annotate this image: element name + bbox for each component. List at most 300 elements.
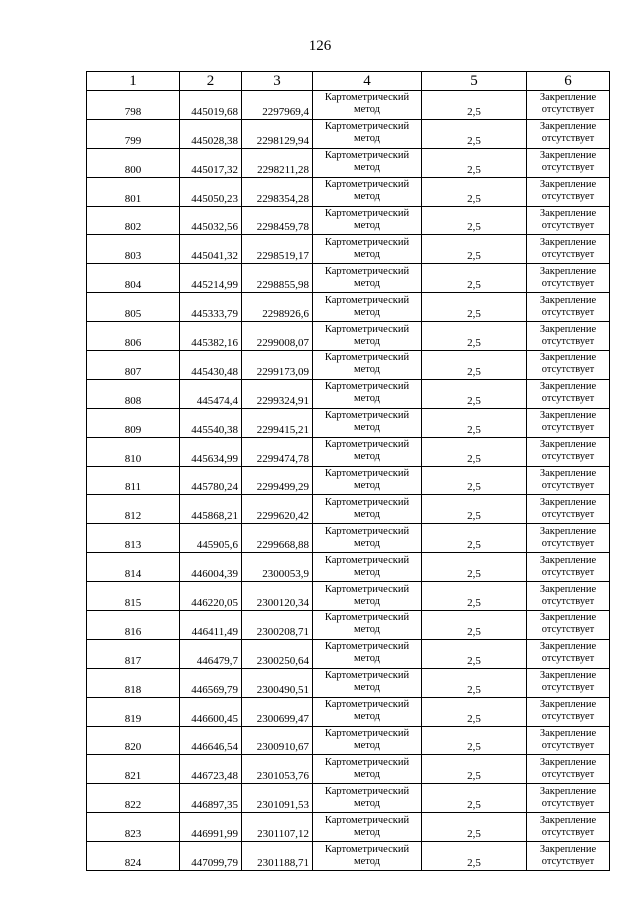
accuracy-cell: 2,5: [422, 524, 527, 553]
table-row: [87, 379, 610, 408]
method-cell: [313, 466, 422, 495]
table-row: [87, 784, 610, 813]
method-cell-line-1: Картометрический: [324, 179, 410, 191]
y-coordinate-cell: 2300910,67: [242, 726, 313, 755]
method-cell: [313, 322, 422, 351]
method-cell-line-2: метод: [353, 624, 381, 636]
fixing-cell: [527, 177, 610, 206]
x-coordinate-cell: 445474,4: [180, 379, 242, 408]
method-cell: [313, 408, 422, 437]
x-coordinate-cell: 446646,54: [180, 726, 242, 755]
accuracy-cell: 2,5: [422, 553, 527, 582]
y-coordinate-cell: 2299008,07: [242, 322, 313, 351]
fixing-cell-line-1: Закрепление: [539, 756, 597, 768]
fixing-cell-line-2: отсутствует: [541, 480, 595, 492]
fixing-cell-line-1: Закрепление: [539, 525, 597, 537]
fixing-cell-line-2: отсутствует: [541, 624, 595, 636]
accuracy-cell: 2,5: [422, 264, 527, 293]
y-coordinate-cell: 2301107,12: [242, 813, 313, 842]
point-number-cell: 798: [87, 91, 180, 120]
fixing-cell: [527, 235, 610, 264]
fixing-cell-line-2: отсутствует: [541, 653, 595, 665]
accuracy-cell: 2,5: [422, 668, 527, 697]
accuracy-cell: 2,5: [422, 842, 527, 871]
fixing-cell: [527, 611, 610, 640]
point-number-cell: 813: [87, 524, 180, 553]
y-coordinate-cell: 2301091,53: [242, 784, 313, 813]
header-col-4: 4: [313, 72, 422, 91]
method-cell-line-1: Картометрический: [324, 121, 410, 133]
x-coordinate-cell: 445028,38: [180, 119, 242, 148]
table-row: [87, 842, 610, 871]
method-cell-line-2: метод: [353, 306, 381, 318]
accuracy-cell: 2,5: [422, 784, 527, 813]
accuracy-cell: 2,5: [422, 351, 527, 380]
method-cell-line-2: метод: [353, 566, 381, 578]
fixing-cell: [527, 668, 610, 697]
x-coordinate-cell: 446411,49: [180, 611, 242, 640]
table-row: [87, 91, 610, 120]
point-number-cell: 820: [87, 726, 180, 755]
table-row: [87, 177, 610, 206]
point-number-cell: 801: [87, 177, 180, 206]
method-cell-line-1: Картометрический: [324, 410, 410, 422]
table-row: [87, 437, 610, 466]
x-coordinate-cell: 445017,32: [180, 148, 242, 177]
y-coordinate-cell: 2298129,94: [242, 119, 313, 148]
y-coordinate-cell: 2298519,17: [242, 235, 313, 264]
fixing-cell-line-2: отсутствует: [541, 133, 595, 145]
point-number-cell: 812: [87, 495, 180, 524]
fixing-cell-line-1: Закрепление: [539, 92, 597, 104]
method-cell: [313, 119, 422, 148]
method-cell-line-2: метод: [353, 104, 381, 116]
x-coordinate-cell: 445019,68: [180, 91, 242, 120]
x-coordinate-cell: 446004,39: [180, 553, 242, 582]
fixing-cell-line-1: Закрепление: [539, 641, 597, 653]
x-coordinate-cell: 445905,6: [180, 524, 242, 553]
y-coordinate-cell: 2301188,71: [242, 842, 313, 871]
method-cell-line-1: Картометрический: [324, 728, 410, 740]
method-cell: [313, 697, 422, 726]
x-coordinate-cell: 445868,21: [180, 495, 242, 524]
y-coordinate-cell: 2297969,4: [242, 91, 313, 120]
y-coordinate-cell: 2299668,88: [242, 524, 313, 553]
fixing-cell-line-2: отсутствует: [541, 537, 595, 549]
y-coordinate-cell: 2301053,76: [242, 755, 313, 784]
method-cell-line-2: метод: [353, 740, 381, 752]
point-number-cell: 821: [87, 755, 180, 784]
method-cell: [313, 726, 422, 755]
fixing-cell: [527, 842, 610, 871]
fixing-cell: [527, 755, 610, 784]
fixing-cell-line-1: Закрепление: [539, 468, 597, 480]
method-cell: [313, 293, 422, 322]
method-cell-line-1: Картометрический: [324, 468, 410, 480]
method-cell-line-1: Картометрический: [324, 641, 410, 653]
x-coordinate-cell: 447099,79: [180, 842, 242, 871]
method-cell: [313, 668, 422, 697]
y-coordinate-cell: 2300208,71: [242, 611, 313, 640]
method-cell: [313, 437, 422, 466]
method-cell-line-2: метод: [353, 248, 381, 260]
fixing-cell-line-1: Закрепление: [539, 352, 597, 364]
point-number-cell: 804: [87, 264, 180, 293]
method-cell-line-1: Картометрический: [324, 525, 410, 537]
table-header-row: [87, 72, 610, 91]
fixing-cell-line-1: Закрепление: [539, 670, 597, 682]
method-cell-line-2: метод: [353, 595, 381, 607]
x-coordinate-cell: 445214,99: [180, 264, 242, 293]
method-cell: [313, 264, 422, 293]
table-row: [87, 553, 610, 582]
table-row: [87, 697, 610, 726]
fixing-cell: [527, 148, 610, 177]
method-cell-line-2: метод: [353, 537, 381, 549]
x-coordinate-cell: 446479,7: [180, 639, 242, 668]
table-row: [87, 639, 610, 668]
point-number-cell: 802: [87, 206, 180, 235]
fixing-cell: [527, 379, 610, 408]
table-row: [87, 206, 610, 235]
point-number-cell: 809: [87, 408, 180, 437]
y-coordinate-cell: 2299474,78: [242, 437, 313, 466]
point-number-cell: 803: [87, 235, 180, 264]
fixing-cell: [527, 784, 610, 813]
method-cell-line-1: Картометрический: [324, 92, 410, 104]
fixing-cell-line-2: отсутствует: [541, 422, 595, 434]
method-cell: [313, 351, 422, 380]
fixing-cell-line-1: Закрепление: [539, 785, 597, 797]
fixing-cell: [527, 697, 610, 726]
fixing-cell: [527, 351, 610, 380]
fixing-cell-line-1: Закрепление: [539, 265, 597, 277]
point-number-cell: 806: [87, 322, 180, 351]
x-coordinate-cell: 446600,45: [180, 697, 242, 726]
table-row: [87, 119, 610, 148]
table-row: [87, 264, 610, 293]
table-row: [87, 582, 610, 611]
fixing-cell-line-2: отсутствует: [541, 682, 595, 694]
y-coordinate-cell: 2298855,98: [242, 264, 313, 293]
fixing-cell-line-2: отсутствует: [541, 595, 595, 607]
method-cell-line-1: Картометрический: [324, 496, 410, 508]
method-cell: [313, 784, 422, 813]
point-number-cell: 805: [87, 293, 180, 322]
point-number-cell: 808: [87, 379, 180, 408]
y-coordinate-cell: 2299324,91: [242, 379, 313, 408]
method-cell-line-1: Картометрический: [324, 294, 410, 306]
accuracy-cell: 2,5: [422, 148, 527, 177]
point-number-cell: 815: [87, 582, 180, 611]
method-cell: [313, 842, 422, 871]
accuracy-cell: 2,5: [422, 582, 527, 611]
method-cell: [313, 524, 422, 553]
fixing-cell: [527, 582, 610, 611]
fixing-cell: [527, 813, 610, 842]
fixing-cell: [527, 639, 610, 668]
point-number-cell: 819: [87, 697, 180, 726]
accuracy-cell: 2,5: [422, 177, 527, 206]
method-cell-line-2: метод: [353, 682, 381, 694]
y-coordinate-cell: 2299499,29: [242, 466, 313, 495]
method-cell-line-2: метод: [353, 826, 381, 838]
fixing-cell: [527, 293, 610, 322]
table-row: [87, 726, 610, 755]
method-cell-line-1: Картометрический: [324, 785, 410, 797]
method-cell-line-2: метод: [353, 451, 381, 463]
point-number-cell: 824: [87, 842, 180, 871]
method-cell-line-2: метод: [353, 191, 381, 203]
method-cell: [313, 379, 422, 408]
fixing-cell: [527, 466, 610, 495]
accuracy-cell: 2,5: [422, 293, 527, 322]
fixing-cell-line-1: Закрепление: [539, 439, 597, 451]
accuracy-cell: 2,5: [422, 755, 527, 784]
fixing-cell-line-2: отсутствует: [541, 393, 595, 405]
x-coordinate-cell: 446569,79: [180, 668, 242, 697]
x-coordinate-cell: 445041,32: [180, 235, 242, 264]
fixing-cell-line-2: отсутствует: [541, 248, 595, 260]
table-row: [87, 148, 610, 177]
fixing-cell-line-2: отсутствует: [541, 855, 595, 867]
fixing-cell-line-1: Закрепление: [539, 236, 597, 248]
header-col-1: 1: [87, 72, 180, 91]
fixing-cell-line-2: отсутствует: [541, 797, 595, 809]
fixing-cell: [527, 206, 610, 235]
point-number-cell: 800: [87, 148, 180, 177]
method-cell-line-1: Картометрический: [324, 352, 410, 364]
header-col-2: 2: [180, 72, 242, 91]
fixing-cell-line-2: отсутствует: [541, 566, 595, 578]
fixing-cell: [527, 119, 610, 148]
method-cell: [313, 611, 422, 640]
method-cell: [313, 148, 422, 177]
method-cell-line-1: Картометрический: [324, 814, 410, 826]
method-cell-line-1: Картометрический: [324, 843, 410, 855]
x-coordinate-cell: 445634,99: [180, 437, 242, 466]
method-cell-line-1: Картометрический: [324, 554, 410, 566]
point-number-cell: 799: [87, 119, 180, 148]
fixing-cell-line-2: отсутствует: [541, 508, 595, 520]
fixing-cell-line-2: отсутствует: [541, 306, 595, 318]
method-cell: [313, 813, 422, 842]
point-number-cell: 811: [87, 466, 180, 495]
fixing-cell-line-1: Закрепление: [539, 323, 597, 335]
accuracy-cell: 2,5: [422, 726, 527, 755]
accuracy-cell: 2,5: [422, 813, 527, 842]
method-cell-line-1: Картометрический: [324, 236, 410, 248]
method-cell-line-2: метод: [353, 480, 381, 492]
table-row: [87, 524, 610, 553]
fixing-cell: [527, 264, 610, 293]
fixing-cell-line-2: отсутствует: [541, 768, 595, 780]
fixing-cell-line-1: Закрепление: [539, 699, 597, 711]
method-cell-line-1: Картометрический: [324, 612, 410, 624]
fixing-cell-line-1: Закрепление: [539, 208, 597, 219]
x-coordinate-cell: 445430,48: [180, 351, 242, 380]
y-coordinate-cell: 2298211,28: [242, 148, 313, 177]
fixing-cell-line-1: Закрепление: [539, 294, 597, 306]
x-coordinate-cell: 445780,24: [180, 466, 242, 495]
header-col-3: 3: [242, 72, 313, 91]
method-cell-line-1: Картометрический: [324, 439, 410, 451]
y-coordinate-cell: 2299415,21: [242, 408, 313, 437]
accuracy-cell: 2,5: [422, 235, 527, 264]
fixing-cell-line-2: отсутствует: [541, 104, 595, 116]
method-cell: [313, 495, 422, 524]
table-row: [87, 293, 610, 322]
fixing-cell-line-2: отсутствует: [541, 740, 595, 752]
y-coordinate-cell: 2298354,28: [242, 177, 313, 206]
fixing-cell-line-2: отсутствует: [541, 711, 595, 723]
fixing-cell-line-2: отсутствует: [541, 451, 595, 463]
point-number-cell: 816: [87, 611, 180, 640]
x-coordinate-cell: 445333,79: [180, 293, 242, 322]
table-row: [87, 235, 610, 264]
y-coordinate-cell: 2300699,47: [242, 697, 313, 726]
coordinates-table: [86, 71, 610, 871]
accuracy-cell: 2,5: [422, 322, 527, 351]
fixing-cell-line-1: Закрепление: [539, 496, 597, 508]
method-cell-line-2: метод: [353, 277, 381, 289]
method-cell: [313, 582, 422, 611]
accuracy-cell: 2,5: [422, 495, 527, 524]
page-number: 126: [308, 38, 332, 54]
accuracy-cell: 2,5: [422, 206, 527, 235]
method-cell: [313, 639, 422, 668]
fixing-cell: [527, 437, 610, 466]
fixing-cell-line-1: Закрепление: [539, 814, 597, 826]
table-row: [87, 813, 610, 842]
fixing-cell-line-2: отсутствует: [541, 162, 595, 174]
method-cell: [313, 553, 422, 582]
accuracy-cell: 2,5: [422, 379, 527, 408]
y-coordinate-cell: 2300053,9: [242, 553, 313, 582]
fixing-cell: [527, 408, 610, 437]
point-number-cell: 810: [87, 437, 180, 466]
fixing-cell: [527, 524, 610, 553]
method-cell-line-2: метод: [353, 768, 381, 780]
method-cell-line-2: метод: [353, 220, 381, 231]
x-coordinate-cell: 446897,35: [180, 784, 242, 813]
method-cell-line-2: метод: [353, 653, 381, 665]
y-coordinate-cell: 2300250,64: [242, 639, 313, 668]
x-coordinate-cell: 446723,48: [180, 755, 242, 784]
y-coordinate-cell: 2299620,42: [242, 495, 313, 524]
accuracy-cell: 2,5: [422, 466, 527, 495]
method-cell: [313, 206, 422, 235]
method-cell: [313, 177, 422, 206]
method-cell: [313, 91, 422, 120]
point-number-cell: 807: [87, 351, 180, 380]
point-number-cell: 822: [87, 784, 180, 813]
point-number-cell: 814: [87, 553, 180, 582]
method-cell-line-1: Картометрический: [324, 699, 410, 711]
fixing-cell: [527, 322, 610, 351]
method-cell-line-1: Картометрический: [324, 323, 410, 335]
fixing-cell-line-1: Закрепление: [539, 728, 597, 740]
fixing-cell-line-1: Закрепление: [539, 612, 597, 624]
point-number-cell: 823: [87, 813, 180, 842]
method-cell-line-2: метод: [353, 711, 381, 723]
x-coordinate-cell: 445050,23: [180, 177, 242, 206]
table-row: [87, 611, 610, 640]
fixing-cell: [527, 553, 610, 582]
accuracy-cell: 2,5: [422, 639, 527, 668]
fixing-cell-line-1: Закрепление: [539, 410, 597, 422]
accuracy-cell: 2,5: [422, 119, 527, 148]
table-row: [87, 495, 610, 524]
x-coordinate-cell: 445032,56: [180, 206, 242, 235]
accuracy-cell: 2,5: [422, 697, 527, 726]
accuracy-cell: 2,5: [422, 91, 527, 120]
table-row: [87, 755, 610, 784]
method-cell-line-2: метод: [353, 162, 381, 174]
method-cell-line-1: Картометрический: [324, 208, 410, 219]
fixing-cell-line-1: Закрепление: [539, 583, 597, 595]
fixing-cell-line-2: отсутствует: [541, 826, 595, 838]
y-coordinate-cell: 2298459,78: [242, 206, 313, 235]
method-cell-line-1: Картометрический: [324, 670, 410, 682]
method-cell: [313, 235, 422, 264]
y-coordinate-cell: 2298926,6: [242, 293, 313, 322]
point-number-cell: 818: [87, 668, 180, 697]
point-number-cell: 817: [87, 639, 180, 668]
method-cell-line-2: метод: [353, 393, 381, 405]
table-row: [87, 466, 610, 495]
y-coordinate-cell: 2300120,34: [242, 582, 313, 611]
fixing-cell-line-1: Закрепление: [539, 150, 597, 162]
method-cell-line-1: Картометрический: [324, 265, 410, 277]
fixing-cell-line-1: Закрепление: [539, 554, 597, 566]
fixing-cell-line-1: Закрепление: [539, 121, 597, 133]
fixing-cell-line-2: отсутствует: [541, 364, 595, 376]
fixing-cell-line-2: отсутствует: [541, 277, 595, 289]
accuracy-cell: 2,5: [422, 408, 527, 437]
y-coordinate-cell: 2299173,09: [242, 351, 313, 380]
y-coordinate-cell: 2300490,51: [242, 668, 313, 697]
method-cell: [313, 755, 422, 784]
accuracy-cell: 2,5: [422, 437, 527, 466]
method-cell-line-1: Картометрический: [324, 381, 410, 393]
fixing-cell: [527, 495, 610, 524]
x-coordinate-cell: 446220,05: [180, 582, 242, 611]
fixing-cell-line-1: Закрепление: [539, 381, 597, 393]
accuracy-cell: 2,5: [422, 611, 527, 640]
method-cell-line-2: метод: [353, 335, 381, 347]
method-cell-line-2: метод: [353, 508, 381, 520]
fixing-cell-line-2: отсутствует: [541, 220, 595, 231]
table-row: [87, 351, 610, 380]
fixing-cell: [527, 91, 610, 120]
method-cell-line-2: метод: [353, 133, 381, 145]
method-cell-line-1: Картометрический: [324, 150, 410, 162]
table-row: [87, 322, 610, 351]
x-coordinate-cell: 445540,38: [180, 408, 242, 437]
method-cell-line-2: метод: [353, 797, 381, 809]
header-col-6: 6: [527, 72, 610, 91]
x-coordinate-cell: 446991,99: [180, 813, 242, 842]
table-row: [87, 408, 610, 437]
method-cell-line-1: Картометрический: [324, 583, 410, 595]
header-col-5: 5: [422, 72, 527, 91]
x-coordinate-cell: 445382,16: [180, 322, 242, 351]
method-cell-line-2: метод: [353, 422, 381, 434]
fixing-cell-line-2: отсутствует: [541, 191, 595, 203]
method-cell-line-1: Картометрический: [324, 756, 410, 768]
fixing-cell-line-1: Закрепление: [539, 843, 597, 855]
